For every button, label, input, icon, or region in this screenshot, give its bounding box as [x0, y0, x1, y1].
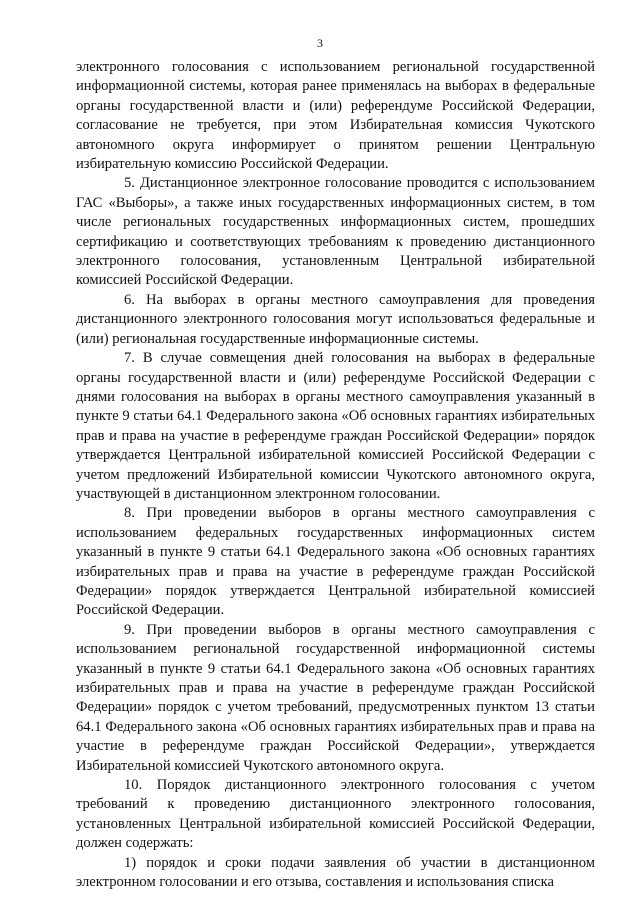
page-number: 3 — [317, 36, 323, 50]
paragraph-item-9: 9. При проведении выборов в органы местного самоуправления с использованием региональной государственной информационной системы указанный в пункте 9 статьи 64.1 Федерального закона «Об основных гарантиях избирательных прав и права на участие в референдуме граждан Российской Федерации» порядок с учетом требований, предусмотренных пунктом 13 статьи 64.1 Федерального закона «Об основных гарантиях избирательных прав и права на участие в референдуме граждан Российской Федерации», утверждается Избирательной комиссией Чукотского автономного округа. — [76, 621, 595, 774]
paragraph-item-6: 6. На выборах в органы местного самоуправления для проведения дистанционного электронного голосования могут использоваться федеральные и (или) региональная государственные информационные системы. — [76, 291, 595, 347]
document-body — [76, 58, 595, 892]
paragraph-item-5: 5. Дистанционное электронное голосование проводится с использованием ГАС «Выборы», а также иных государственных информационных систем, в том числе региональных государственных информационных систем, прошедших сертификацию и соответствующих требованиям к проведению дистанционного электронного голосования, установленным Центральной избирательной комиссией Российской Федерации. — [76, 175, 595, 289]
paragraph-item-8: 8. При проведении выборов в органы местного самоуправления с использованием федеральных государственных информационных систем указанный в пункте 9 статьи 64.1 Федерального закона «Об основных гарантиях избирательных прав и права на участие в референдуме граждан Российской Федерации» порядок утверждается Центральной избирательной комиссией Российской Федерации. — [76, 505, 595, 619]
paragraph-continuation: электронного голосования с использованием региональной государственной информационной системы, которая ранее применялась на выборах в федеральные органы государственной власти и (или) референдуме Российской Федерации, согласование не требуется, при этом Избирательная комиссия Чукотского автономного округа информирует о принятом решении Центральную избирательную комиссию Российской Федерации. — [76, 59, 595, 173]
paragraph-subitem-1: 1) порядок и сроки подачи заявления об участии в дистанционном электронном голосовании и его отзыва, составления и использования списка — [76, 854, 595, 891]
paragraph-item-10: 10. Порядок дистанционного электронного голосования с учетом требований к проведению дистанционного электронного голосования, установленных Центральной избирательной комиссией Российской Федерации, должен содержать: — [76, 777, 595, 852]
paragraph-item-7: 7. В случае совмещения дней голосования на выборах в федеральные органы государственной власти и (или) референдуме Российской Федерации с днями голосования на выборах в органы местного самоуправления указанный в пункте 9 статьи 64.1 Федерального закона «Об основных гарантиях избирательных прав и права на участие в референдуме граждан Российской Федерации» порядок утверждается Центральной избирательной комиссией Российской Федерации с учетом предложений Избирательной комиссии Чукотского автономного округа, участвующей в дистанционном электронном голосовании. — [76, 350, 595, 502]
